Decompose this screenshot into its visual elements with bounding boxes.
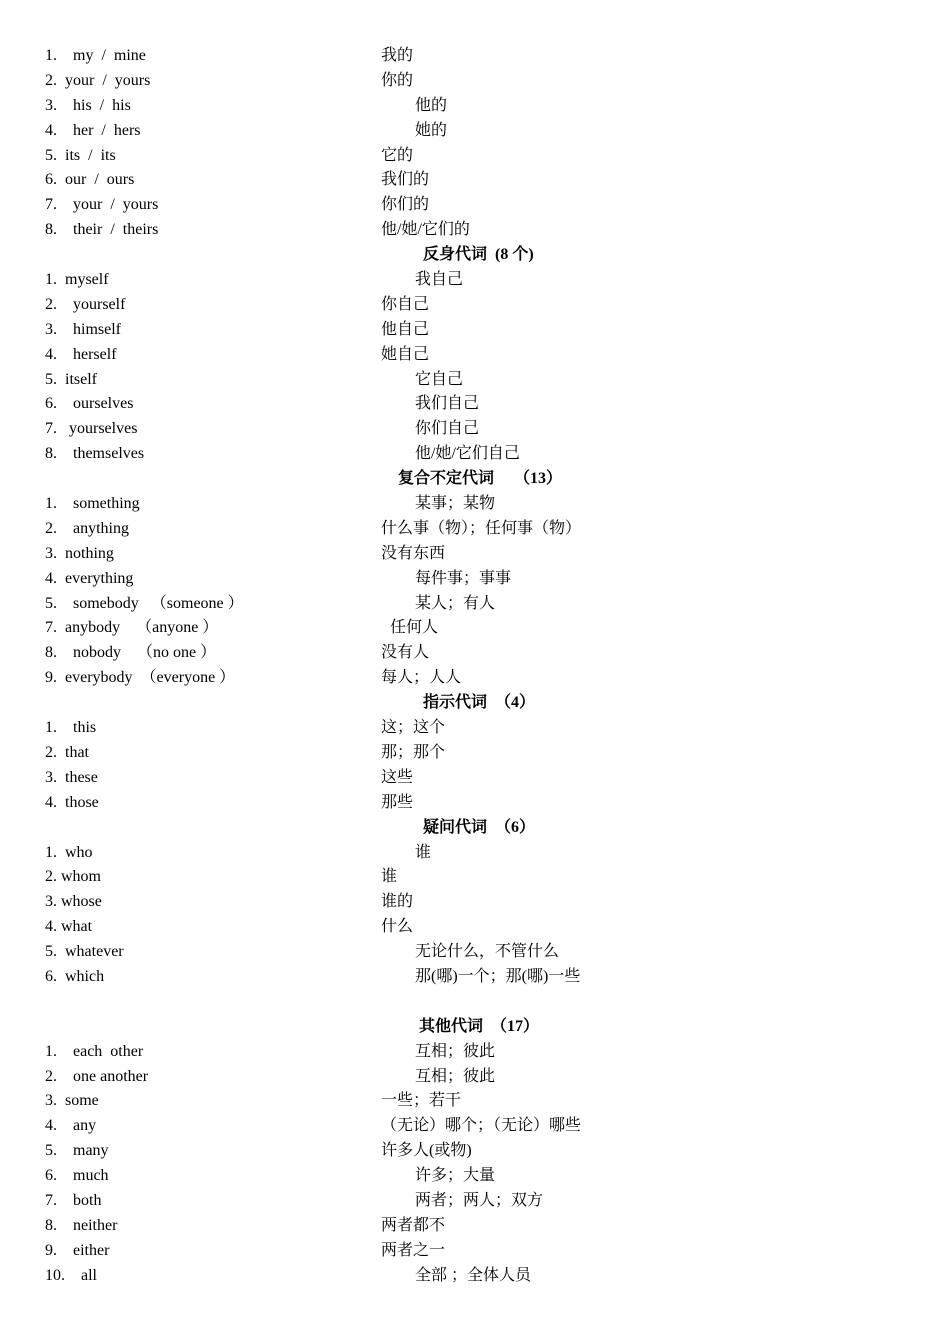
section-heading: 复合不定代词 （13） [398,470,563,488]
chinese-meaning: 那(哪)一个；那(哪)一些 [415,967,581,985]
chinese-meaning: 谁 [415,843,432,861]
vocab-row [0,616,950,641]
english-term: 5. many [45,1142,109,1160]
chinese-meaning: 两者之一 [381,1241,446,1259]
english-term: 4. any [45,1117,97,1135]
english-term: 5. itself [45,370,97,388]
chinese-meaning: 没有东西 [381,544,446,562]
section-heading: 疑问代词 （6） [423,818,536,836]
chinese-meaning: 互相；彼此 [415,1042,496,1060]
vocab-row [0,44,950,69]
chinese-meaning: 每人；人人 [381,669,462,687]
section-heading: 指示代词 （4） [423,694,536,712]
chinese-meaning: 她的 [415,121,448,139]
english-term: 1. myself [45,271,109,289]
section-heading-row [0,816,950,841]
vocab-row [0,492,950,517]
english-term: 1. who [45,843,93,861]
english-term: 5. its / its [45,146,116,164]
chinese-meaning: 那；那个 [381,743,446,761]
vocab-row [0,343,950,368]
vocab-row [0,1089,950,1114]
vocab-row [0,865,950,890]
english-term: 6. much [45,1167,109,1185]
english-term: 3. these [45,768,98,786]
vocab-row [0,193,950,218]
english-term: 2. yourself [45,295,126,313]
english-term: 8. nobody （no one ） [45,644,217,662]
chinese-meaning: 你自己 [381,295,430,313]
chinese-meaning: 我们的 [381,171,430,189]
vocab-row [0,368,950,393]
chinese-meaning: 许多人(或物) [381,1142,472,1160]
chinese-meaning: 他/她/它们的 [381,221,470,239]
chinese-meaning: 它的 [381,146,414,164]
vocab-row [0,318,950,343]
section-heading-row [0,691,950,716]
vocab-row [0,567,950,592]
chinese-meaning: 无论什么，不管什么 [415,943,560,961]
chinese-meaning: 你们自己 [415,420,480,438]
chinese-meaning: 两者；两人；双方 [415,1191,544,1209]
english-term: 2. whom [45,868,101,886]
english-term: 1. something [45,495,140,513]
english-term: 7. both [45,1191,102,1209]
english-term: 4. her / hers [45,121,141,139]
english-term: 2. your / yours [45,71,151,89]
chinese-meaning: 那些 [381,793,414,811]
english-term: 6. which [45,967,105,985]
chinese-meaning: 她自己 [381,345,430,363]
english-term: 9. either [45,1241,110,1259]
vocab-row [0,542,950,567]
vocab-row [0,517,950,542]
vocab-row [0,218,950,243]
chinese-meaning: 它自己 [415,370,464,388]
vocab-row [0,119,950,144]
chinese-meaning: 全部 ；全体人员 [415,1266,532,1284]
english-term: 3. himself [45,320,121,338]
vocab-row [0,94,950,119]
chinese-meaning: 他/她/它们自己 [415,445,520,463]
english-term: 2. anything [45,519,129,537]
vocab-row [0,890,950,915]
chinese-meaning: 我的 [381,47,414,64]
vocab-row [0,168,950,193]
english-term: 10. all [45,1266,97,1284]
english-term: 9. everybody （everyone ） [45,669,236,687]
english-term: 6. ourselves [45,395,134,413]
vocab-row [0,1164,950,1189]
english-term: 3. whose [45,893,102,911]
chinese-meaning: 两者都不 [381,1216,446,1234]
chinese-meaning: 谁的 [381,893,414,911]
vocab-row [0,1189,950,1214]
english-term: 3. some [45,1092,99,1110]
vocab-row [0,144,950,169]
vocab-row [0,741,950,766]
section-heading-row [0,243,950,268]
chinese-meaning: （无论）哪个；（无论）哪些 [381,1117,582,1135]
english-term: 4. what [45,918,93,936]
english-term: 5. whatever [45,943,124,961]
chinese-meaning: 每件事；事事 [415,569,512,587]
vocab-row [0,1239,950,1264]
vocab-row [0,592,950,617]
chinese-meaning: 谁 [381,868,398,886]
english-term: 5. somebody （someone ） [45,594,244,612]
vocab-row [0,293,950,318]
vocab-row [0,1065,950,1090]
chinese-meaning: 你的 [381,71,414,89]
vocab-row [0,915,950,940]
chinese-meaning: 我们自己 [415,395,480,413]
english-term: 8. neither [45,1216,118,1234]
english-term: 1. each other [45,1042,144,1060]
vocab-row [0,1040,950,1065]
vocab-row [0,641,950,666]
chinese-meaning: 他的 [415,96,448,114]
english-term: 4. those [45,793,99,811]
vocabulary-document [0,44,950,1289]
blank-line [0,990,950,1015]
english-term: 1. this [45,719,97,737]
chinese-meaning: 这些 [381,768,414,786]
chinese-meaning: 某事；某物 [415,495,496,513]
vocab-row [0,1114,950,1139]
chinese-meaning: 某人；有人 [415,594,496,612]
section-heading: 其他代词 （17） [419,1017,540,1035]
chinese-meaning: 我自己 [415,271,464,289]
english-term: 7. anybody （anyone ） [45,619,219,637]
vocab-row [0,442,950,467]
chinese-meaning: 什么 [381,918,414,936]
section-heading-row [0,467,950,492]
vocab-row [0,1264,950,1289]
vocab-row [0,1139,950,1164]
chinese-meaning: 互相；彼此 [415,1067,496,1085]
english-term: 1. my / mine [45,47,146,64]
english-term: 2. that [45,743,89,761]
english-term: 2. one another [45,1067,149,1085]
english-term: 8. themselves [45,445,145,463]
vocab-row [0,69,950,94]
chinese-meaning: 这；这个 [381,719,446,737]
chinese-meaning: 没有人 [381,644,430,662]
vocab-row [0,666,950,691]
vocab-row [0,1214,950,1239]
chinese-meaning: 什么事（物）；任何事（物） [381,519,582,537]
english-term: 4. herself [45,345,117,363]
chinese-meaning: 一些；若干 [381,1092,462,1110]
english-term: 6. our / ours [45,171,135,189]
vocab-row [0,766,950,791]
vocab-row [0,965,950,990]
chinese-meaning: 许多；大量 [415,1167,496,1185]
vocab-row [0,392,950,417]
english-term: 3. nothing [45,544,114,562]
english-term: 7. your / yours [45,196,159,214]
english-term: 4. everything [45,569,134,587]
english-term: 8. their / theirs [45,221,159,239]
section-heading-row [0,1015,950,1040]
english-term: 7. yourselves [45,420,138,438]
vocab-row [0,841,950,866]
chinese-meaning: 任何人 [390,619,439,637]
vocab-row [0,940,950,965]
chinese-meaning: 你们的 [381,196,430,214]
vocab-row [0,791,950,816]
section-heading: 反身代词 (8 个) [423,246,534,264]
vocab-row [0,268,950,293]
english-term: 3. his / his [45,96,131,114]
vocab-row [0,716,950,741]
chinese-meaning: 他自己 [381,320,430,338]
vocab-row [0,417,950,442]
